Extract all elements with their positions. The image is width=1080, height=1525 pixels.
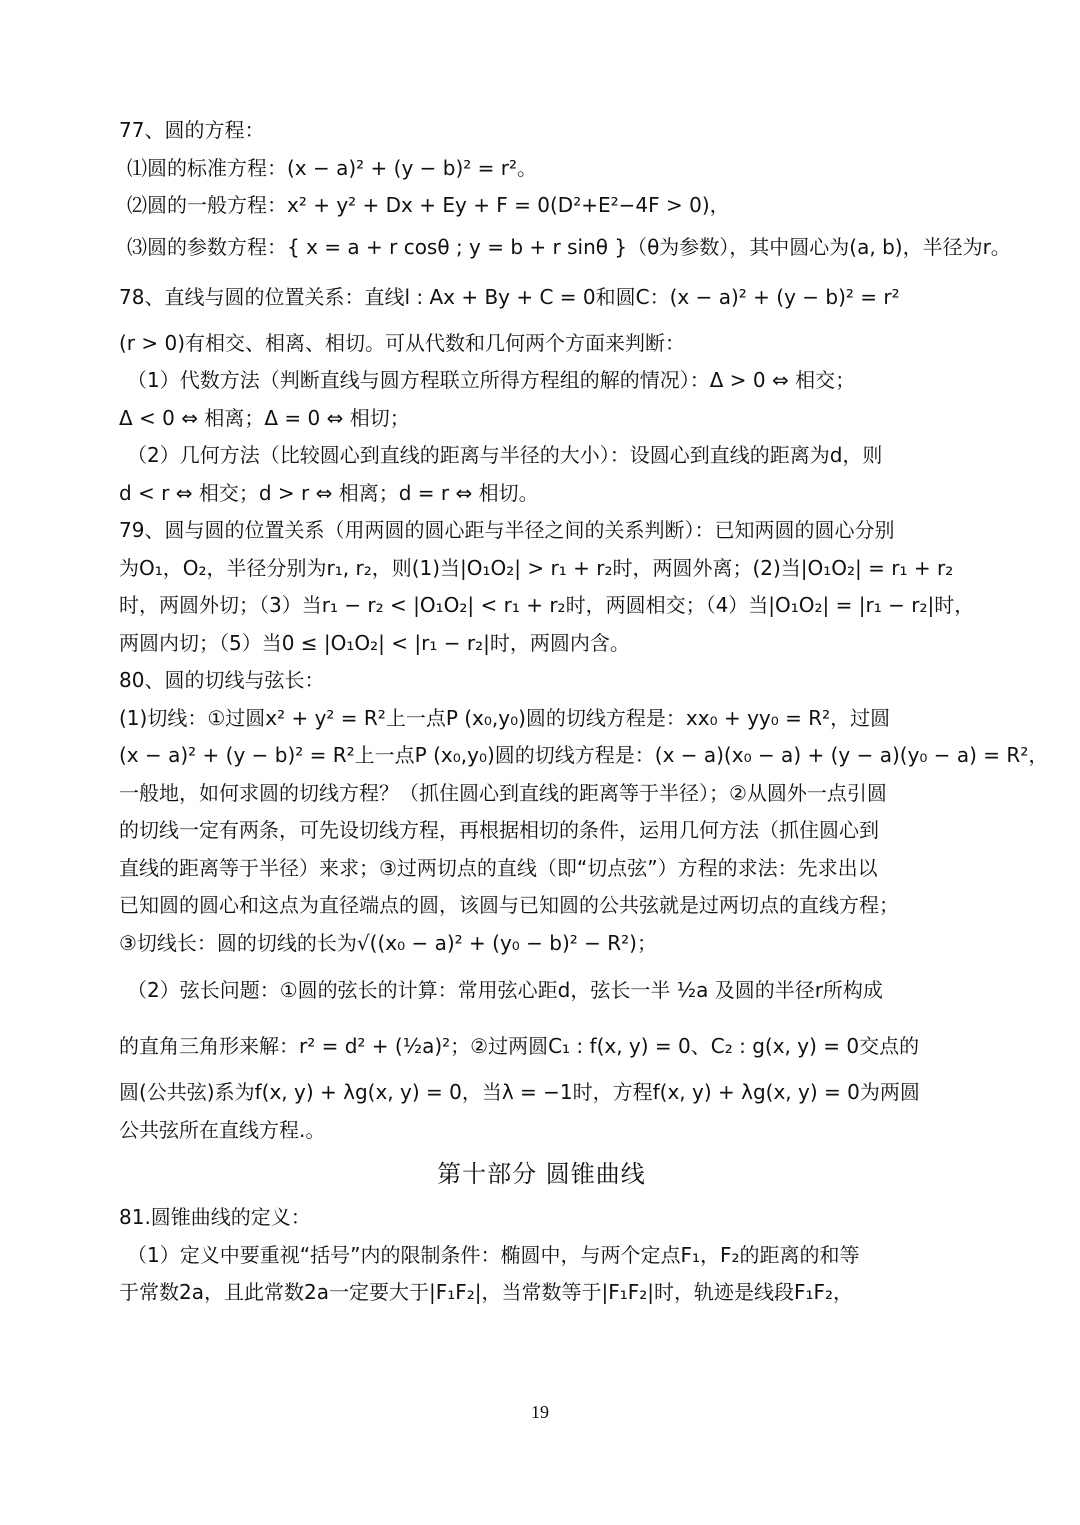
tangent-length-line: ③切线长：圆的切线的长为√((x₀ − a)² + (y₀ − b)² − R²)； [119, 930, 657, 955]
tangent-line-1: (1)切线：①过圆x² + y² = R²上一点P (x₀,y₀)圆的切线方程是：xx₀ + yy₀ = R²，过圆 [119, 705, 891, 730]
general-equation-line: ⑵圆的一般方程：x² + y² + Dx + Ey + F = 0(D²+E²−4F > 0)， [127, 193, 730, 217]
item-78-heading: 78、直线与圆的位置关系：直线l : Ax + By + C = 0和圆C：(x − a)² + (y − b)² = r² [119, 284, 900, 309]
item-80-heading: 80、圆的切线与弦长： [119, 668, 325, 692]
item-78-text: (r > 0)有相交、相离、相切。可从代数和几何两个方面来判断： [119, 330, 686, 355]
geometric-method-cont: d < r ⇔ 相交；d > r ⇔ 相离；d = r ⇔ 相切。 [119, 480, 539, 505]
geometric-method-line: （2）几何方法（比较圆心到直线的距离与半径的大小）：设圆心到直线的距离为d，则 [127, 443, 883, 467]
tangent-line-3: 一般地，如何求圆的切线方程？（抓住圆心到直线的距离等于半径）；②从圆外一点引圆 [119, 780, 887, 805]
item-77-heading: 77、圆的方程： [119, 118, 265, 142]
section-heading: 第十部分 圆锥曲线 [437, 1160, 646, 1188]
tangent-line-5: 直线的距离等于半径）来求；③过两切点的直线（即“切点弦”）方程的求法：先求出以 [119, 855, 878, 880]
algebraic-method-line: （1）代数方法（判断直线与圆方程联立所得方程组的解的情况）：Δ > 0 ⇔ 相交； [127, 368, 856, 392]
chord-length-line-1: （2）弦长问题：①圆的弦长的计算：常用弦心距d，弦长一半 ½a 及圆的半径r所构成 [127, 978, 883, 1002]
item-81-heading: 81.圆锥曲线的定义： [119, 1205, 311, 1229]
item-81-line-1: （1）定义中要重视“括号”内的限制条件：椭圆中，与两个定点F₁，F₂的距离的和等 [127, 1242, 860, 1267]
chord-length-line-3: 圆(公共弦)系为f(x, y) + λg(x, y) = 0，当λ = −1时，方程f(x, y) + λg(x, y) = 0为两圆 [119, 1080, 920, 1104]
item-79-line-2: 为O₁，O₂，半径分别为r₁, r₂，则(1)当|O₁O₂| > r₁ + r₂时，两圆外离；(2)当|O₁O₂| = r₁ + r₂ [119, 555, 954, 580]
algebraic-method-cont: Δ < 0 ⇔ 相离；Δ = 0 ⇔ 相切； [119, 405, 410, 430]
tangent-line-4: 的切线一定有两条，可先设切线方程，再根据相切的条件，运用几何方法（抓住圆心到 [119, 818, 879, 842]
page-number: 19 [531, 1402, 549, 1422]
item-81-line-2: 于常数2a，且此常数2a一定要大于|F₁F₂|，当常数等于|F₁F₂|时，轨迹是线段F₁F₂， [119, 1280, 854, 1304]
parametric-equation-line: ⑶圆的参数方程：{ x = a + r cosθ ; y = b + r sinθ }（θ为参数），其中圆心为(a, b)，半径为r。 [127, 234, 1011, 259]
chord-length-line-4: 公共弦所在直线方程.。 [119, 1117, 326, 1142]
chord-length-line-2: 的直角三角形来解：r² = d² + (½a)²；②过两圆C₁ : f(x, y) = 0、C₂ : g(x, y) = 0交点的 [119, 1034, 920, 1058]
item-79-line-3: 时，两圆外切；（3）当r₁ − r₂ < |O₁O₂| < r₁ + r₂时，两圆相交；（4）当|O₁O₂| = |r₁ − r₂|时， [119, 593, 975, 617]
standard-equation-line: ⑴圆的标准方程：(x − a)² + (y − b)² = r²。 [127, 155, 537, 180]
item-79-line-4: 两圆内切；（5）当0 ≤ |O₁O₂| < |r₁ − r₂|时，两圆内含。 [119, 630, 630, 655]
item-79-heading: 79、圆与圆的位置关系（用两圆的圆心距与半径之间的关系判断）：已知两圆的圆心分别 [119, 518, 895, 542]
tangent-line-6: 已知圆的圆心和这点为直径端点的圆，该圆与已知圆的公共弦就是过两切点的直线方程； [119, 893, 899, 917]
page-content [119, 112, 1049, 1312]
tangent-line-2: (x − a)² + (y − b)² = R²上一点P (x₀,y₀)圆的切线方程是：(x − a)(x₀ − a) + (y − a)(y₀ − a) = R²， [119, 743, 1049, 767]
